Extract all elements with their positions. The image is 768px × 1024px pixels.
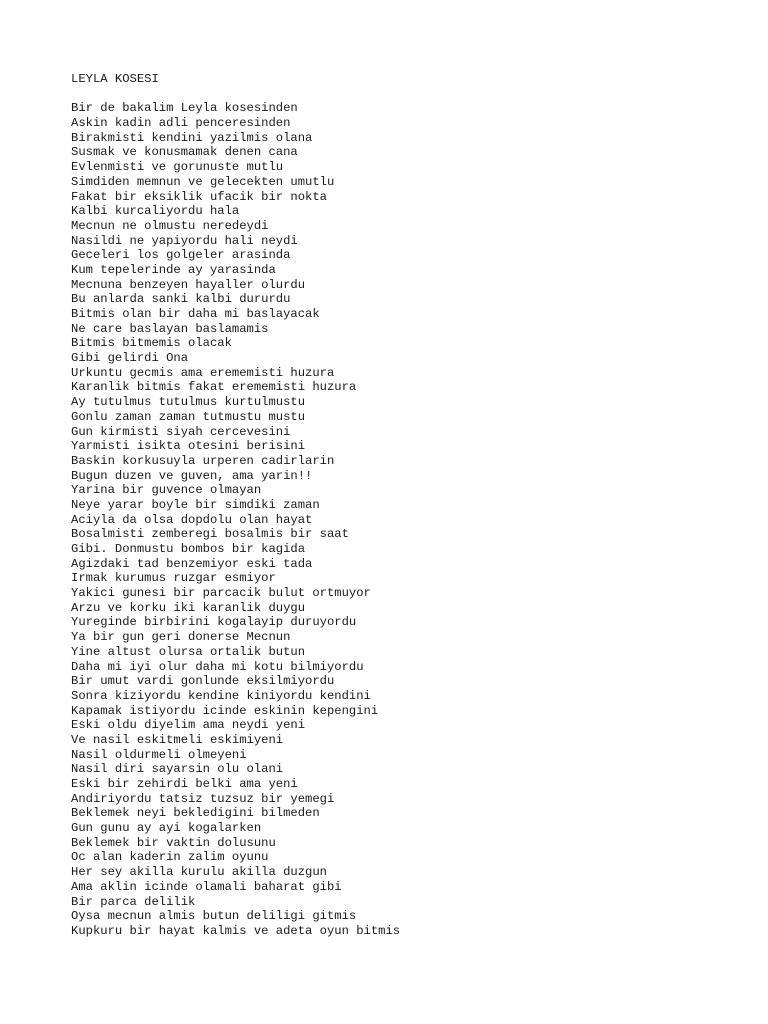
poem-line: Eski oldu diyelim ama neydi yeni	[71, 718, 306, 733]
poem-line: Susmak ve konusmamak denen cana	[71, 145, 298, 160]
poem-line: Neye yarar boyle bir simdiki zaman	[71, 497, 320, 512]
poem-line: Simdiden memnun ve gelecekten umutlu	[71, 174, 335, 189]
poem-line: Yakici gunesi bir parcacik bulut ortmuyor	[71, 586, 371, 601]
poem-line: Gun gunu ay ayi kogalarken	[71, 821, 262, 836]
poem-line: Kum tepelerinde ay yarasinda	[71, 262, 276, 277]
poem-line: Evlenmisti ve gorunuste mutlu	[71, 160, 284, 175]
poem-line: Ve nasil eskitmeli eskimiyeni	[71, 732, 284, 747]
poem-body	[71, 101, 731, 938]
poem-line: Bir de bakalim Leyla kosesinden	[71, 101, 298, 116]
poem-line: Gun kirmisti siyah cercevesini	[71, 424, 291, 439]
poem-line: Bitmis bitmemis olacak	[71, 336, 232, 351]
document-page	[71, 72, 731, 939]
poem-line: Andiriyordu tatsiz tuzsuz bir yemegi	[71, 791, 335, 806]
poem-line: Mecnun ne olmustu neredeydi	[71, 218, 269, 233]
poem-line: Oysa mecnun almis butun deliligi gitmis	[71, 909, 357, 924]
poem-line: Nasil oldurmeli olmeyeni	[71, 747, 247, 762]
poem-line: Kalbi kurcaliyordu hala	[71, 204, 240, 219]
poem-line: Yarina bir guvence olmayan	[71, 483, 262, 498]
poem-line: Karanlik bitmis fakat erememisti huzura	[71, 380, 357, 395]
poem-line: Baskin korkusuyla urperen cadirlarin	[71, 453, 335, 468]
poem-line: Nasildi ne yapiyordu hali neydi	[71, 233, 298, 248]
poem-line: Beklemek neyi bekledigini bilmeden	[71, 806, 320, 821]
poem-line: Eski bir zehirdi belki ama yeni	[71, 777, 298, 791]
poem-line: Bitmis olan bir daha mi baslayacak	[71, 307, 320, 321]
poem-line: Agizdaki tad benzemiyor eski tada	[71, 556, 313, 571]
poem-line: Bir umut vardi gonlunde eksilmiyordu	[71, 674, 335, 689]
poem-line: Bir parca delilik	[71, 894, 196, 909]
poem-line: Nasil diri sayarsin olu olani	[71, 762, 284, 777]
poem-line: Gibi. Donmustu bombos bir kagida	[71, 542, 306, 556]
poem-line: Yarmisti isikta otesini berisini	[71, 439, 306, 454]
poem-line: Mecnuna benzeyen hayaller olurdu	[71, 277, 306, 292]
poem-line: Beklemek bir vaktin dolusunu	[71, 835, 276, 850]
poem-title: LEYLA KOSESI	[71, 72, 159, 86]
poem-line: Oc alan kaderin zalim oyunu	[71, 850, 269, 865]
poem-line: Geceleri los golgeler arasinda	[71, 248, 291, 263]
poem-line: Gonlu zaman zaman tutmustu mustu	[71, 409, 306, 424]
poem-line: Yine altust olursa ortalik butun	[71, 644, 306, 659]
poem-line: Ay tutulmus tutulmus kurtulmustu	[71, 395, 306, 410]
poem-line: Bugun duzen ve guven, ama yarin!!	[71, 468, 313, 483]
poem-line: Ne care baslayan baslamamis	[71, 321, 269, 336]
poem-line: Birakmisti kendini yazilmis olana	[71, 130, 313, 145]
poem-line: Irmak kurumus ruzgar esmiyor	[71, 571, 276, 586]
poem-line: Arzu ve korku iki karanlik duygu	[71, 600, 306, 615]
poem-line: Kupkuru bir hayat kalmis ve adeta oyun bitmis	[71, 923, 401, 938]
poem-line: Gibi gelirdi Ona	[71, 351, 189, 366]
poem-line: Her sey akilla kurulu akilla duzgun	[71, 865, 327, 880]
poem-line: Ama aklin icinde olamali baharat gibi	[71, 879, 342, 894]
poem-line: Askin kadin adli penceresinden	[71, 116, 291, 131]
poem-line: Yureginde birbirini kogalayip duruyordu	[71, 615, 357, 630]
poem-line: Urkuntu gecmis ama erememisti huzura	[71, 365, 335, 380]
poem-line: Bosalmisti zemberegi bosalmis bir saat	[71, 527, 349, 542]
poem-line: Aciyla da olsa dopdolu olan hayat	[71, 512, 313, 527]
poem-line: Ya bir gun geri donerse Mecnun	[71, 630, 291, 645]
poem-line: Bu anlarda sanki kalbi dururdu	[71, 292, 291, 307]
poem-line: Sonra kiziyordu kendine kiniyordu kendini	[71, 688, 371, 703]
poem-line: Daha mi iyi olur daha mi kotu bilmiyordu	[71, 659, 364, 674]
poem-line: Fakat bir eksiklik ufacik bir nokta	[71, 189, 327, 204]
poem-line: Kapamak istiyordu icinde eskinin kepengini	[71, 703, 379, 718]
